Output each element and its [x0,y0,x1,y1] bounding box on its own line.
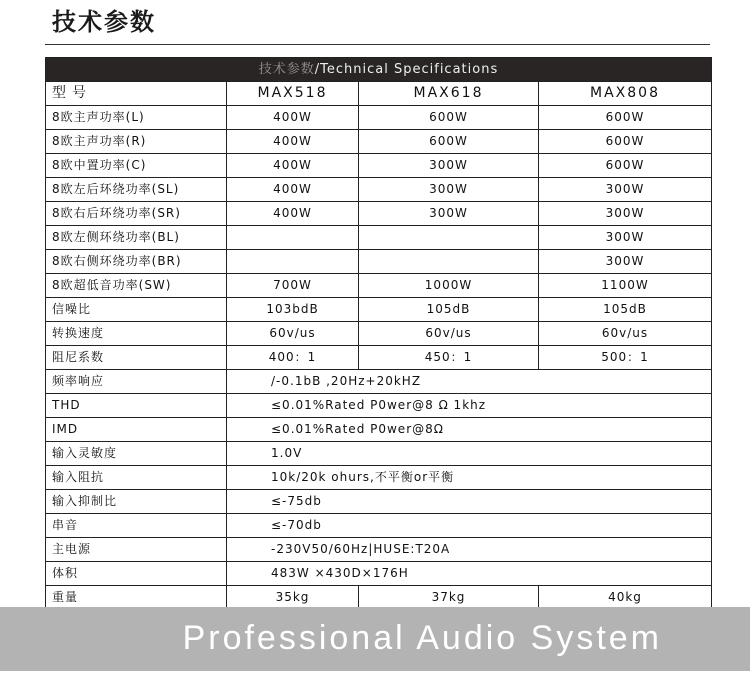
spec-row [46,249,711,273]
spec-value: 105dB [538,298,711,321]
spec-value: 60v/us [358,322,538,345]
table-header [46,58,711,81]
spec-label: IMD [52,422,79,436]
spec-value: 1100W [538,274,711,297]
shared-spec-row [46,465,711,489]
spec-label: 转换速度 [52,326,105,340]
model-name: MAX618 [358,82,538,105]
spec-value: 700W [226,274,358,297]
spec-value [358,226,538,249]
shared-spec-row [46,441,711,465]
spec-value: 600W [538,106,711,129]
shared-spec-row [46,489,711,513]
spec-value: /-0.1bB ,20Hz+20kHZ [226,370,711,393]
spec-value: 300W [358,178,538,201]
spec-value: 450：1 [358,346,538,369]
spec-label: 频率响应 [52,374,105,388]
spec-label: 重量 [52,590,79,604]
spec-row [46,201,711,225]
spec-value: 400W [226,202,358,225]
spec-row [46,177,711,201]
spec-value: 40kg [538,586,711,609]
table-header-en: /Technical Specifications [314,62,499,77]
spec-label: 8欧主声功率(L) [52,110,145,124]
spec-value: 35kg [226,586,358,609]
model-row [46,81,711,105]
spec-value: 103bdB [226,298,358,321]
shared-spec-row [46,537,711,561]
spec-row [46,129,711,153]
spec-label: 8欧右后环绕功率(SR) [52,206,181,220]
spec-value: ≤0.01%Rated P0wer@8 Ω 1khz [226,394,711,417]
model-label: 型号 [52,85,92,101]
spec-row [46,105,711,129]
spec-value: 300W [538,226,711,249]
shared-spec-row [46,513,711,537]
model-name: MAX518 [226,82,358,105]
spec-value: 1.0V [226,442,711,465]
spec-label: 输入灵敏度 [52,446,118,460]
spec-label: 8欧主声功率(R) [52,134,147,148]
shared-spec-row [46,369,711,393]
shared-spec-row [46,417,711,441]
shared-spec-row [46,561,711,585]
spec-value: 400W [226,178,358,201]
spec-table [45,57,712,610]
spec-row [46,153,711,177]
spec-value: 300W [538,250,711,273]
spec-label: 8欧左侧环绕功率(BL) [52,230,180,244]
spec-row [46,321,711,345]
spec-value: 60v/us [226,322,358,345]
spec-label: 8欧左后环绕功率(SL) [52,182,180,196]
model-name: MAX808 [538,82,711,105]
spec-value [226,226,358,249]
spec-value: 300W [538,202,711,225]
spec-row [46,273,711,297]
footer-banner: Professional Audio System [0,607,750,671]
spec-label: 8欧右侧环绕功率(BR) [52,254,182,268]
spec-value: 1000W [358,274,538,297]
spec-value: 400W [226,106,358,129]
spec-value [358,250,538,273]
title-divider [45,44,710,45]
spec-value: 483W ×430D×176H [226,562,711,585]
spec-label: 8欧超低音功率(SW) [52,278,172,292]
spec-label: 阻尼系数 [52,350,105,364]
table-header-cn: 技术参数 [258,62,315,77]
spec-value: 400：1 [226,346,358,369]
spec-value: 400W [226,154,358,177]
spec-label: THD [52,398,81,412]
spec-row [46,225,711,249]
spec-value: 400W [226,130,358,153]
spec-value: 300W [538,178,711,201]
spec-label: 串音 [52,518,79,532]
spec-value: 600W [358,130,538,153]
spec-value: 600W [358,106,538,129]
spec-value: 105dB [358,298,538,321]
spec-value: 500：1 [538,346,711,369]
spec-label: 体积 [52,566,79,580]
spec-value: ≤-75db [226,490,711,513]
spec-value [226,250,358,273]
spec-label: 信噪比 [52,302,92,316]
spec-value: 37kg [358,586,538,609]
spec-value: 600W [538,130,711,153]
spec-value: -230V50/60Hz|HUSE:T20A [226,538,711,561]
spec-value: ≤0.01%Rated P0wer@8Ω [226,418,711,441]
weight-row [46,585,711,609]
spec-value: 600W [538,154,711,177]
spec-row [46,345,711,369]
spec-value: ≤-70db [226,514,711,537]
spec-label: 输入抑制比 [52,494,118,508]
spec-row [46,297,711,321]
shared-spec-row [46,393,711,417]
spec-value: 60v/us [538,322,711,345]
spec-value: 10k/20k ohurs,不平衡or平衡 [226,466,711,489]
page-title: 技术参数 [52,8,156,36]
spec-label: 输入阻抗 [52,470,105,484]
spec-value: 300W [358,154,538,177]
spec-label: 8欧中置功率(C) [52,158,147,172]
spec-value: 300W [358,202,538,225]
spec-label: 主电源 [52,542,92,556]
